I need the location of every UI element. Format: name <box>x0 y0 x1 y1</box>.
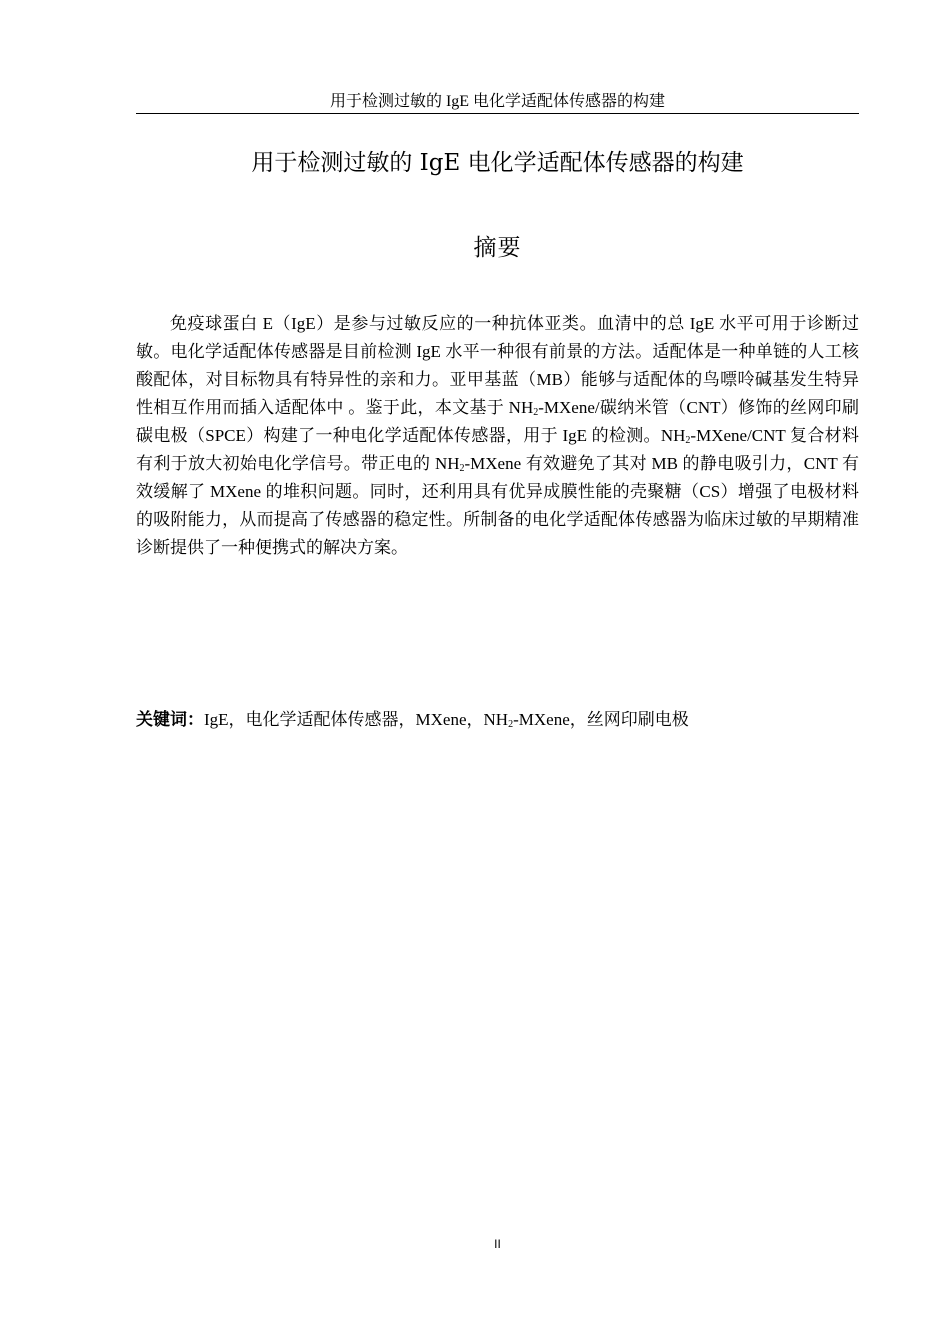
header-rule <box>136 113 859 114</box>
keywords-label: 关键词： <box>136 710 204 730</box>
abstract-text-3: -MXene/CNT 复合材料有利于放大初始电化学信号。带正电的 NH <box>136 426 859 473</box>
abstract-paragraph <box>136 310 859 562</box>
subscript-2: 2 <box>533 407 539 418</box>
abstract-body <box>136 310 859 562</box>
subscript-2: 2 <box>685 435 691 446</box>
page-number: II <box>494 1237 501 1251</box>
abstract-text-4: -MXene 有效避免了其对 MB 的静电吸引力，CNT 有效缓解了 MXene 的堆积问题。同时，还利用具有优异成膜性能的壳聚糖（CS）增强了电极材料的吸附能力，从而提高了传感器的稳定性。所制备的电化学适配体传感器为临床过敏的早期精准诊断提供了一种便携式的解决方案。 <box>136 454 859 557</box>
keywords-line <box>136 706 859 734</box>
abstract-text-2: -MXene/碳纳米管（CNT）修饰的丝网印刷碳电极（SPCE）构建了一种电化学适配体传感器，用于 IgE 的检测。NH <box>136 398 859 445</box>
keywords-text-2: -MXene，丝网印刷电极 <box>513 710 689 729</box>
document-title: 用于检测过敏的 IgE 电化学适配体传感器的构建 <box>251 150 744 176</box>
subscript-2: 2 <box>459 463 465 474</box>
running-header: 用于检测过敏的 IgE 电化学适配体传感器的构建 <box>329 93 666 110</box>
abstract-text-1: 免疫球蛋白 E（IgE）是参与过敏反应的一种抗体亚类。血清中的总 IgE 水平可用于诊断过敏。电化学适配体传感器是目前检测 IgE 水平一种很有前景的方法。适配体是一种单链的人工核酸配体，对目标物具有特异性的亲和力。亚甲基蓝（MB）能够与适配体的鸟嘌呤碱基发生特异性相互作用而插入适配体中 。鉴于此，本文基于 NH <box>136 314 859 417</box>
abstract-heading: 摘要 <box>473 235 522 261</box>
subscript-2: 2 <box>508 719 514 730</box>
keywords-text-1: IgE，电化学适配体传感器，MXene，NH <box>204 710 509 729</box>
